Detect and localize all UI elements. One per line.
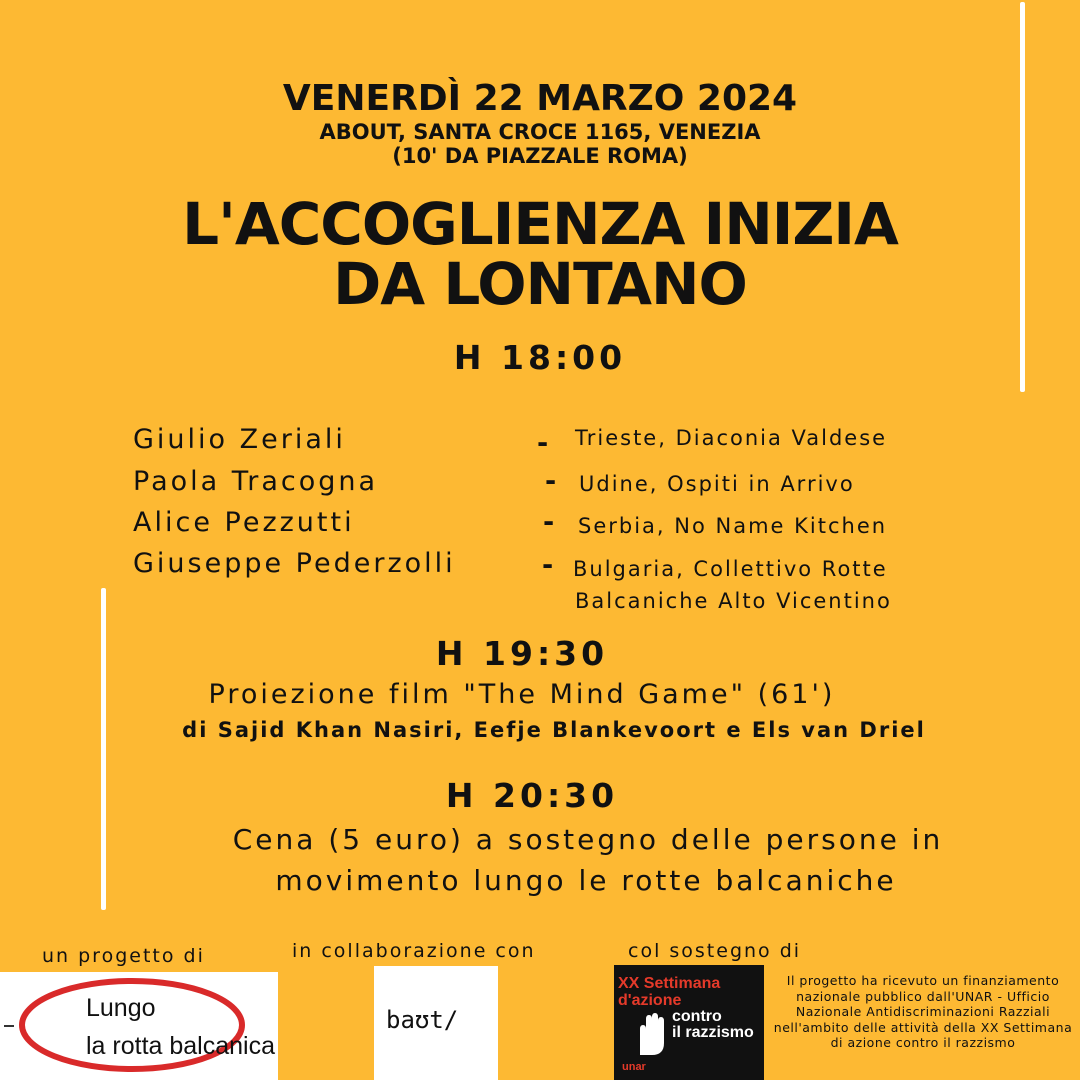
funding-note: Il progetto ha ricevuto un finanziamento nazionale pubblico dall'UNAR - Ufficio Nazionale Antidiscriminazioni Razziali nell'ambito delle attività della XX Settimana di azione contro il razzismo xyxy=(773,973,1073,1050)
speaker-dash: - xyxy=(542,550,554,581)
speaker-affiliation: Trieste, Diaconia Valdese xyxy=(575,426,888,450)
speaker-name: Giuseppe Pederzolli xyxy=(133,548,456,579)
speaker-affiliation: Serbia, No Name Kitchen xyxy=(578,514,888,538)
logo1-line1: Lungo xyxy=(86,994,156,1022)
red-ellipse-icon xyxy=(0,972,278,1080)
logo3-small: unar xyxy=(622,1061,646,1073)
project-label: un progetto di xyxy=(42,945,205,967)
speaker-row xyxy=(0,466,1080,506)
logo3-line2: d'azione xyxy=(618,992,682,1009)
speaker-row xyxy=(0,424,1080,464)
lungo-la-rotta-balcanica-logo xyxy=(0,972,278,1080)
logo1-line2: la rotta balcanica xyxy=(86,1032,276,1060)
speaker-affiliation: Bulgaria, Collettivo Rotte xyxy=(573,557,888,581)
time-slot-3: H 20:30 xyxy=(445,776,619,815)
logo3-line4: il razzismo xyxy=(672,1024,754,1041)
film-title: Proiezione film "The Mind Game" (61') xyxy=(208,679,836,710)
speaker-dash: - xyxy=(543,507,555,538)
speaker-row xyxy=(0,507,1080,547)
time-slot-2: H 19:30 xyxy=(435,634,609,673)
event-distance: (10' DA PIAZZALE ROMA) xyxy=(392,144,688,168)
speaker-name: Paola Tracogna xyxy=(133,466,379,497)
logo3-line1: XX Settimana xyxy=(618,975,721,992)
speaker-name: Alice Pezzutti xyxy=(133,507,355,538)
settimana-contro-razzismo-logo xyxy=(614,965,764,1080)
event-title-line1: L'ACCOGLIENZA INIZIA xyxy=(182,190,898,258)
speaker-name: Giulio Zeriali xyxy=(133,424,346,455)
speaker-affiliation-line2: Balcaniche Alto Vicentino xyxy=(575,589,892,613)
event-date: VENERDÌ 22 MARZO 2024 xyxy=(282,78,798,119)
collaboration-label: in collaborazione con xyxy=(292,940,536,962)
raised-hand-icon xyxy=(632,1011,672,1057)
dinner-line-1: Cena (5 euro) a sostegno delle persone in xyxy=(232,823,944,856)
event-title-line2: DA LONTANO xyxy=(333,250,747,318)
support-label: col sostegno di xyxy=(628,940,802,962)
about-logo xyxy=(374,966,498,1080)
time-slot-1: H 18:00 xyxy=(453,338,627,377)
film-directors: di Sajid Khan Nasiri, Eefje Blankevoort e Els van Driel xyxy=(182,718,926,742)
speaker-affiliation: Udine, Ospiti in Arrivo xyxy=(579,472,855,496)
speaker-dash: - xyxy=(537,428,549,459)
about-logo-text: bаʊt/ xyxy=(386,1006,459,1034)
logo3-line3: contro xyxy=(672,1008,722,1025)
speaker-row xyxy=(0,548,1080,618)
speaker-dash: - xyxy=(545,466,557,497)
event-address: ABOUT, SANTA CROCE 1165, VENEZIA xyxy=(319,120,761,144)
dinner-line-2: movimento lungo le rotte balcaniche xyxy=(275,864,897,897)
